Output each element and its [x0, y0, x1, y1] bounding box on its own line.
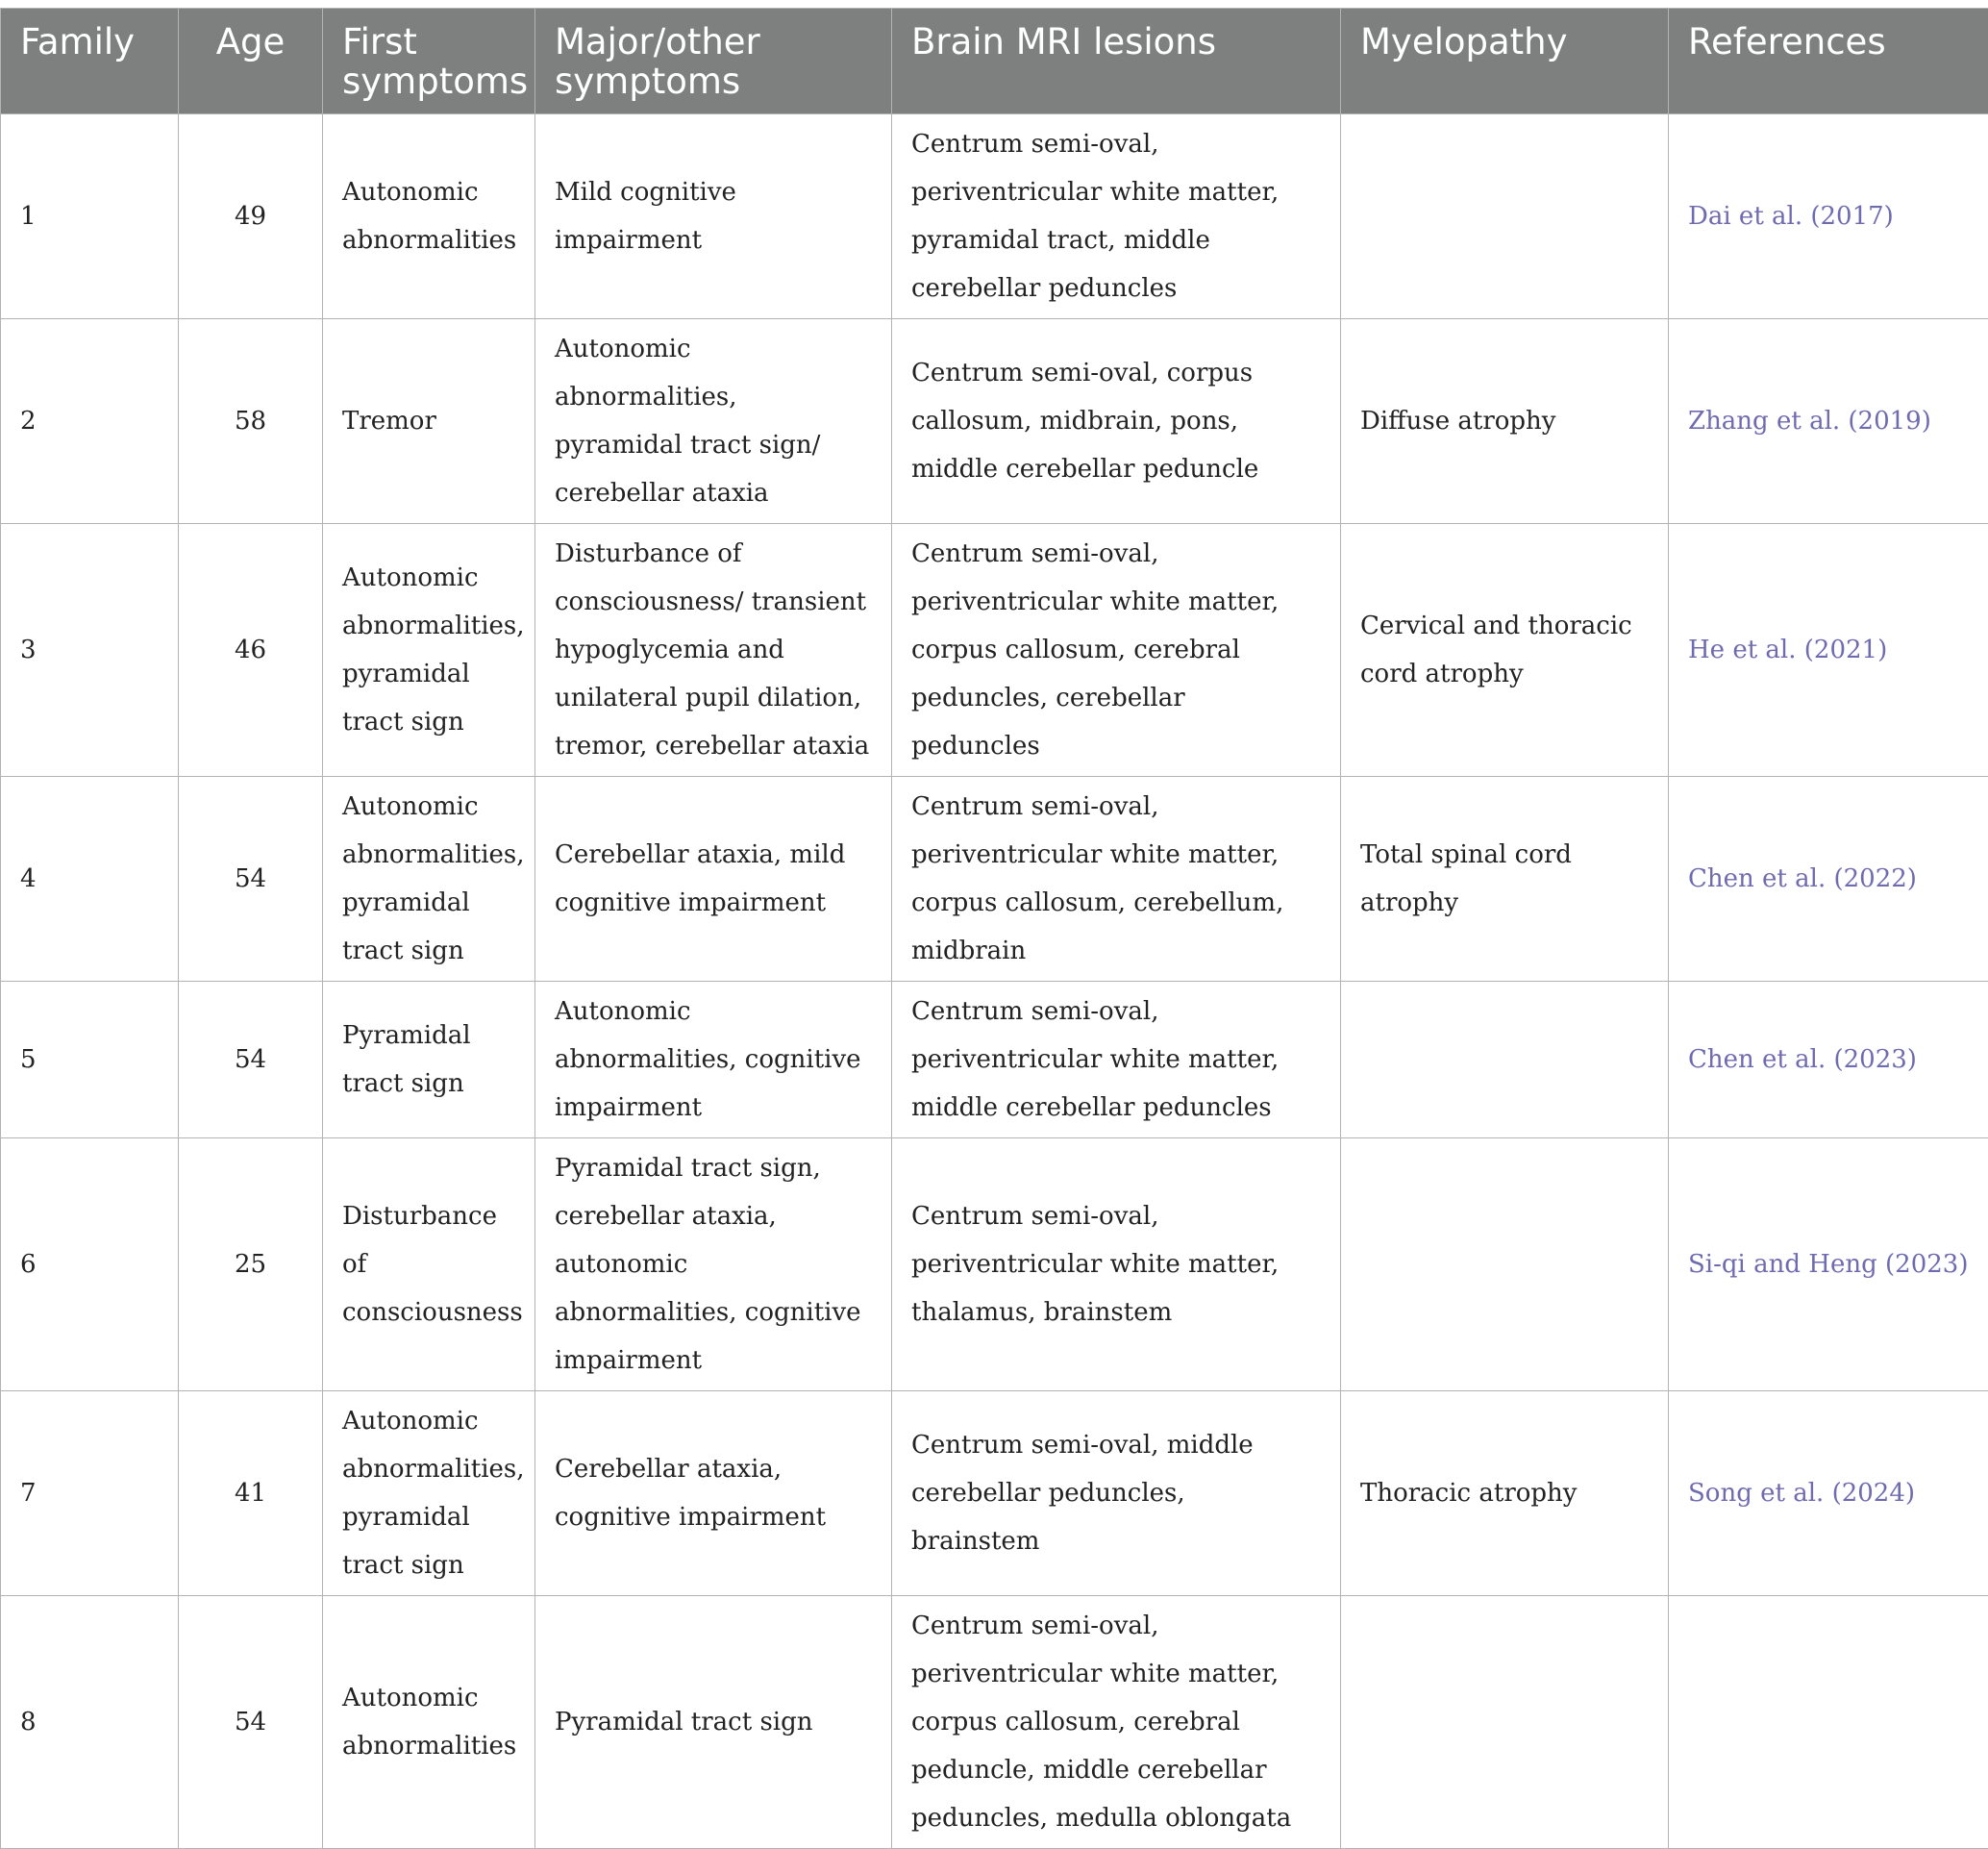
cell-reference-link[interactable]: Zhang et al. (2019)	[1669, 319, 1988, 524]
cell-family: 5	[1, 982, 179, 1138]
table-row	[1, 777, 1988, 982]
cell-myelopathy: Cervical and thoracic cord atrophy	[1341, 524, 1669, 777]
cell-first-symptoms: Autonomic abnormalities	[323, 114, 535, 319]
header-first-symptoms: First symptoms	[323, 9, 535, 114]
cell-first-symptoms: Pyramidal tract sign	[323, 982, 535, 1138]
cell-first-symptoms: Disturbance of consciousness	[323, 1138, 535, 1391]
cell-reference-link[interactable]: He et al. (2021)	[1669, 524, 1988, 777]
cell-age: 46	[179, 524, 323, 777]
cell-reference-link[interactable]: Dai et al. (2017)	[1669, 114, 1988, 319]
cell-major-other-symptoms: Mild cognitive impairment	[535, 114, 892, 319]
header-row	[1, 9, 1988, 114]
cell-myelopathy: Thoracic atrophy	[1341, 1391, 1669, 1596]
cell-brain-mri-lesions: Centrum semi-oval, periventricular white matter, corpus callosum, cerebral peduncles, cerebellar peduncles	[892, 524, 1341, 777]
cell-brain-mri-lesions: Centrum semi-oval, periventricular white matter, corpus callosum, cerebellum, midbrain	[892, 777, 1341, 982]
cell-major-other-symptoms: Autonomic abnormalities, cognitive impairment	[535, 982, 892, 1138]
table-header	[1, 9, 1988, 114]
cell-family: 8	[1, 1596, 179, 1849]
cell-brain-mri-lesions: Centrum semi-oval, middle cerebellar peduncles, brainstem	[892, 1391, 1341, 1596]
cell-family: 7	[1, 1391, 179, 1596]
header-brain-mri-lesions: Brain MRI lesions	[892, 9, 1341, 114]
cell-brain-mri-lesions: Centrum semi-oval, periventricular white matter, corpus callosum, cerebral peduncle, middle cerebellar peduncles, medulla oblongata	[892, 1596, 1341, 1849]
cell-myelopathy	[1341, 1596, 1669, 1849]
cell-myelopathy	[1341, 982, 1669, 1138]
cell-major-other-symptoms: Disturbance of consciousness/ transient hypoglycemia and unilateral pupil dilation, tremor, cerebellar ataxia	[535, 524, 892, 777]
family-clinical-table	[0, 8, 1988, 1849]
table-row	[1, 524, 1988, 777]
cell-age: 25	[179, 1138, 323, 1391]
cell-major-other-symptoms: Cerebellar ataxia, mild cognitive impairment	[535, 777, 892, 982]
cell-family: 2	[1, 319, 179, 524]
cell-reference-link[interactable]	[1669, 1596, 1988, 1849]
cell-age: 54	[179, 982, 323, 1138]
cell-age: 58	[179, 319, 323, 524]
cell-myelopathy: Diffuse atrophy	[1341, 319, 1669, 524]
cell-reference-link[interactable]: Chen et al. (2023)	[1669, 982, 1988, 1138]
cell-first-symptoms: Autonomic abnormalities, pyramidal tract sign	[323, 1391, 535, 1596]
table-row	[1, 1391, 1988, 1596]
cell-reference-link[interactable]: Chen et al. (2022)	[1669, 777, 1988, 982]
table-row	[1, 114, 1988, 319]
table-row	[1, 982, 1988, 1138]
cell-major-other-symptoms: Autonomic abnormalities, pyramidal tract sign/ cerebellar ataxia	[535, 319, 892, 524]
table-row	[1, 319, 1988, 524]
table-row	[1, 1138, 1988, 1391]
cell-reference-link[interactable]: Si-qi and Heng (2023)	[1669, 1138, 1988, 1391]
table-body	[1, 114, 1988, 1849]
table-row	[1, 1596, 1988, 1849]
header-myelopathy: Myelopathy	[1341, 9, 1669, 114]
header-major-other-symptoms: Major/other symptoms	[535, 9, 892, 114]
cell-brain-mri-lesions: Centrum semi-oval, periventricular white matter, pyramidal tract, middle cerebellar peduncles	[892, 114, 1341, 319]
cell-myelopathy: Total spinal cord atrophy	[1341, 777, 1669, 982]
cell-family: 6	[1, 1138, 179, 1391]
cell-major-other-symptoms: Pyramidal tract sign	[535, 1596, 892, 1849]
cell-age: 54	[179, 777, 323, 982]
cell-myelopathy	[1341, 114, 1669, 319]
cell-first-symptoms: Autonomic abnormalities, pyramidal tract sign	[323, 777, 535, 982]
cell-major-other-symptoms: Pyramidal tract sign, cerebellar ataxia, autonomic abnormalities, cognitive impairment	[535, 1138, 892, 1391]
cell-family: 1	[1, 114, 179, 319]
cell-brain-mri-lesions: Centrum semi-oval, corpus callosum, midbrain, pons, middle cerebellar peduncle	[892, 319, 1341, 524]
header-references: References	[1669, 9, 1988, 114]
cell-brain-mri-lesions: Centrum semi-oval, periventricular white matter, thalamus, brainstem	[892, 1138, 1341, 1391]
cell-age: 54	[179, 1596, 323, 1849]
cell-major-other-symptoms: Cerebellar ataxia, cognitive impairment	[535, 1391, 892, 1596]
cell-first-symptoms: Autonomic abnormalities, pyramidal tract sign	[323, 524, 535, 777]
cell-reference-link[interactable]: Song et al. (2024)	[1669, 1391, 1988, 1596]
cell-brain-mri-lesions: Centrum semi-oval, periventricular white matter, middle cerebellar peduncles	[892, 982, 1341, 1138]
cell-age: 41	[179, 1391, 323, 1596]
cell-first-symptoms: Tremor	[323, 319, 535, 524]
header-age: Age	[179, 9, 323, 114]
cell-family: 4	[1, 777, 179, 982]
cell-first-symptoms: Autonomic abnormalities	[323, 1596, 535, 1849]
cell-age: 49	[179, 114, 323, 319]
header-family: Family	[1, 9, 179, 114]
cell-family: 3	[1, 524, 179, 777]
cell-myelopathy	[1341, 1138, 1669, 1391]
